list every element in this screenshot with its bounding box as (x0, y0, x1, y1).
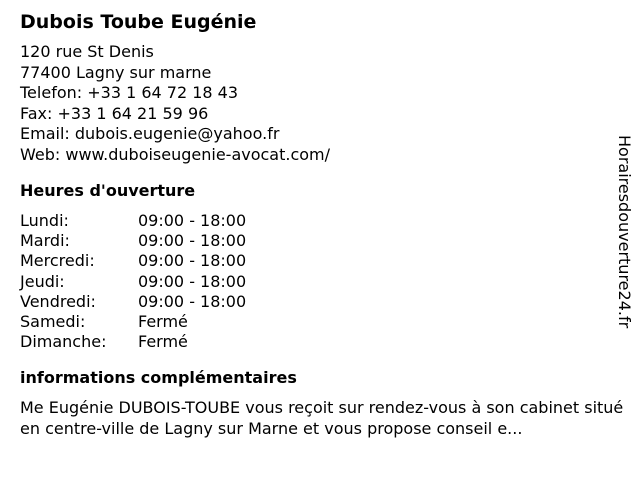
hours-day: Jeudi: (20, 271, 65, 291)
opening-hours-heading: Heures d'ouverture (20, 181, 196, 200)
hours-day: Vendredi: (20, 291, 96, 311)
email-address[interactable]: Email: dubois.eugenie@yahoo.fr (20, 124, 280, 143)
hours-day: Lundi: (20, 211, 69, 230)
business-card (20, 8, 624, 455)
street-address: 120 rue St Denis (20, 42, 154, 61)
phone-number[interactable]: Telefon: +33 1 64 72 18 43 (20, 83, 239, 102)
hours-day: Samedi: (20, 312, 86, 332)
hours-time: 09:00 - 18:00 (138, 211, 247, 230)
hours-row (20, 332, 610, 352)
hours-row (20, 231, 610, 251)
additional-info-text: Me Eugénie DUBOIS-TOUBE vous reçoit sur rendez-vous à son cabinet situé en centre-ville de Lagny sur Marne et vous propose conseil e... (20, 398, 624, 438)
hours-row (20, 211, 610, 231)
business-name: Dubois Toube Eugénie (20, 11, 257, 33)
hours-time: 09:00 - 18:00 (138, 291, 247, 311)
city-address: 77400 Lagny sur marne (20, 62, 212, 82)
site-watermark: Horairesdouverture24.fr (615, 135, 634, 329)
hours-day: Mercredi: (20, 251, 95, 271)
website-link[interactable]: Web: www.duboiseugenie-avocat.com/ (20, 144, 331, 164)
hours-day: Dimanche: (20, 332, 107, 352)
hours-row (20, 312, 610, 332)
hours-time: 09:00 - 18:00 (138, 231, 247, 251)
hours-time: Fermé (138, 312, 188, 332)
hours-row (20, 251, 610, 271)
hours-row (20, 272, 610, 292)
hours-time: 09:00 - 18:00 (138, 251, 247, 271)
hours-day: Mardi: (20, 231, 70, 251)
fax-number: Fax: +33 1 64 21 59 96 (20, 103, 209, 123)
hours-time: 09:00 - 18:00 (138, 271, 247, 291)
opening-hours-table (20, 211, 610, 352)
contact-details (20, 42, 610, 165)
additional-info-heading: informations complémentaires (20, 368, 297, 388)
hours-row (20, 292, 610, 312)
hours-time: Fermé (138, 332, 188, 352)
